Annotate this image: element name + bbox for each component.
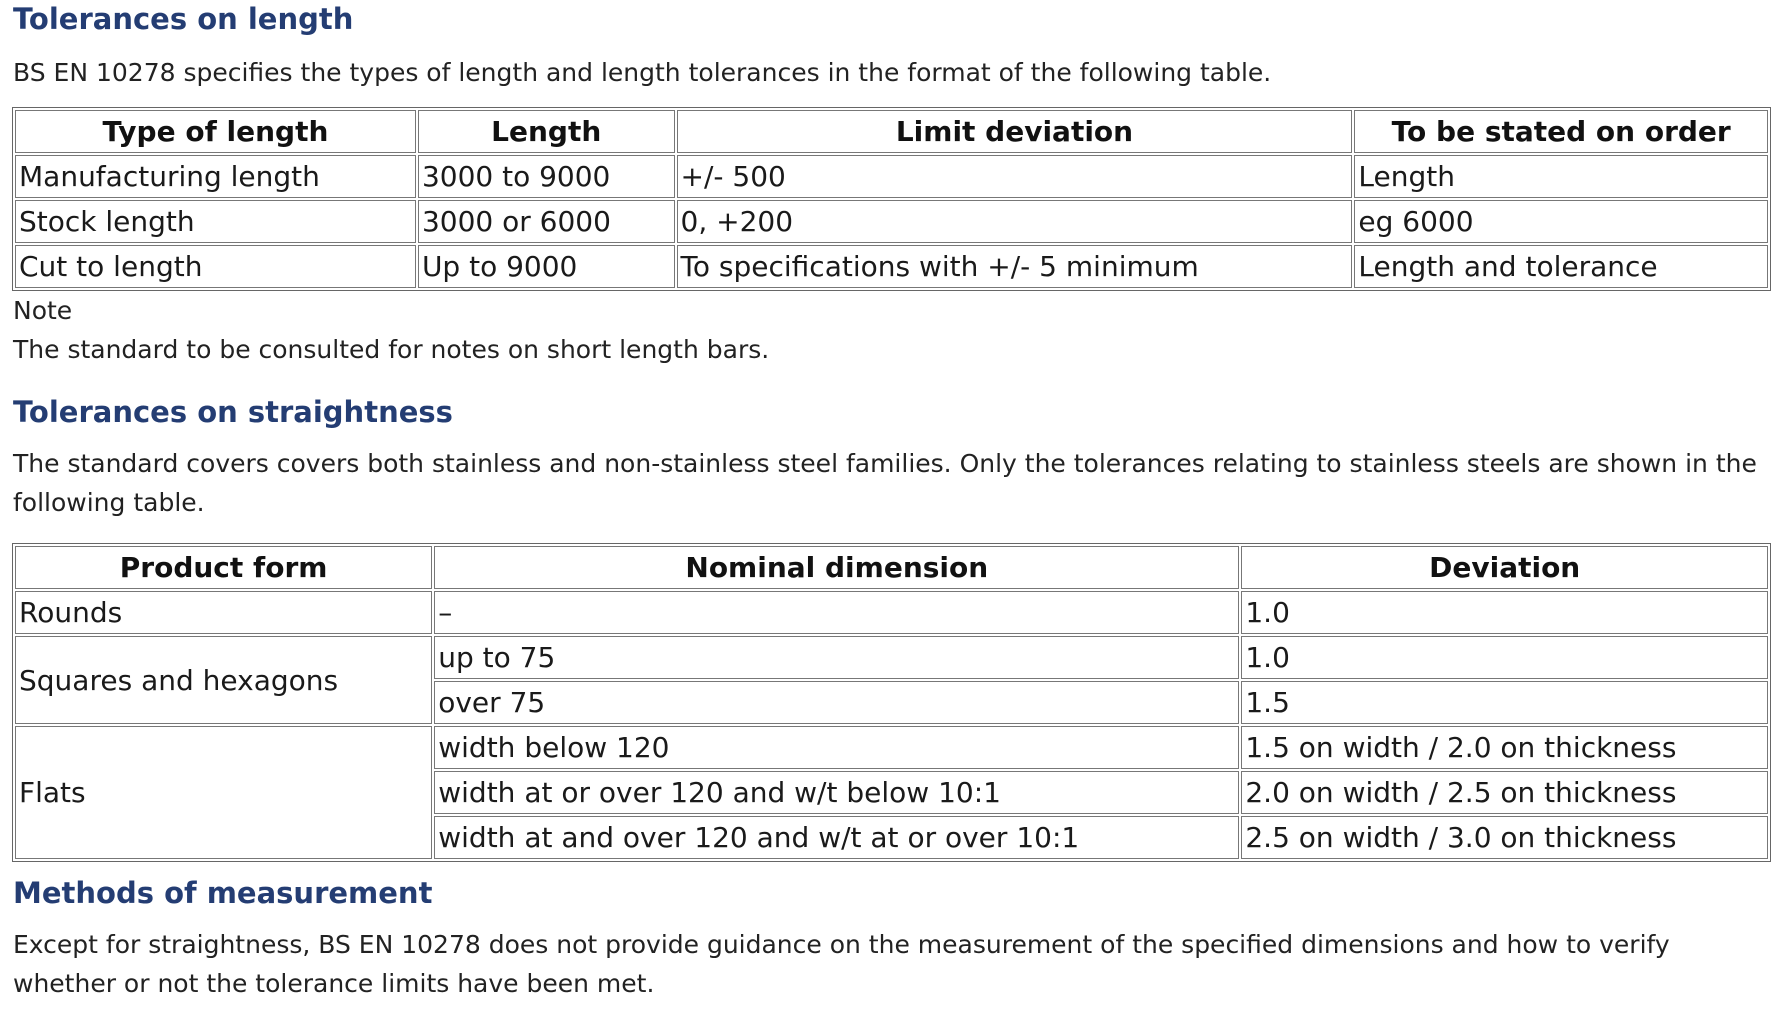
table-cell: +/- 500 [677,155,1353,198]
table-header-row [15,546,1768,589]
product-form-cell: Rounds [15,591,432,634]
table-cell: Length [1354,155,1768,198]
table-cell: over 75 [434,681,1239,724]
length-tolerance-table [12,107,1771,291]
table-cell: 2.0 on width / 2.5 on thickness [1241,771,1768,814]
straightness-intro-text: The standard covers covers both stainless and non-stainless steel families. Only the tolerances relating to stainless steels are shown in the following table. [13,449,1757,517]
column-header-to-be-stated-on-order: To be stated on order [1354,110,1768,153]
table-header-row [15,110,1768,153]
column-header-product-form: Product form [15,546,432,589]
note-text: The standard to be consulted for notes on short length bars. [13,335,770,364]
table-cell: up to 75 [434,636,1239,679]
table-cell: Cut to length [15,245,416,288]
table-cell: 1.5 [1241,681,1768,724]
column-header-type-of-length: Type of length [15,110,416,153]
table-cell: Length and tolerance [1354,245,1768,288]
table-cell: width at and over 120 and w/t at or over 10:1 [434,816,1239,859]
table-row [15,726,1768,769]
table-cell: 3000 to 9000 [418,155,675,198]
table-cell: Manufacturing length [15,155,416,198]
table-cell: 1.0 [1241,636,1768,679]
column-header-nominal-dimension: Nominal dimension [434,546,1239,589]
table-cell: width at or over 120 and w/t below 10:1 [434,771,1239,814]
straightness-tolerance-table [12,543,1771,862]
table-cell: – [434,591,1239,634]
section-heading-methods: Methods of measurement [13,876,433,910]
table-cell: 1.0 [1241,591,1768,634]
note-label: Note [13,296,73,325]
table-cell: Stock length [15,200,416,243]
table-cell: To specifications with +/- 5 minimum [677,245,1353,288]
table-cell: eg 6000 [1354,200,1768,243]
table-row [15,636,1768,679]
section-heading-length: Tolerances on length [13,2,354,36]
column-header-length: Length [418,110,675,153]
table-cell: 1.5 on width / 2.0 on thickness [1241,726,1768,769]
methods-text: Except for straightness, BS EN 10278 does not provide guidance on the measurement of the specified dimensions and how to verify whether or not the tolerance limits have been met. [13,930,1670,998]
table-cell: width below 120 [434,726,1239,769]
table-cell: Up to 9000 [418,245,675,288]
section-heading-straightness: Tolerances on straightness [13,395,453,429]
table-row [15,591,1768,634]
length-intro-text: BS EN 10278 specifies the types of length and length tolerances in the format of the following table. [13,58,1272,87]
table-cell: 2.5 on width / 3.0 on thickness [1241,816,1768,859]
column-header-deviation: Deviation [1241,546,1768,589]
table-row [15,155,1768,198]
table-cell: 3000 or 6000 [418,200,675,243]
product-form-cell: Flats [15,726,432,859]
table-row [15,245,1768,288]
table-cell: 0, +200 [677,200,1353,243]
product-form-cell: Squares and hexagons [15,636,432,724]
column-header-limit-deviation: Limit deviation [677,110,1353,153]
table-row [15,200,1768,243]
